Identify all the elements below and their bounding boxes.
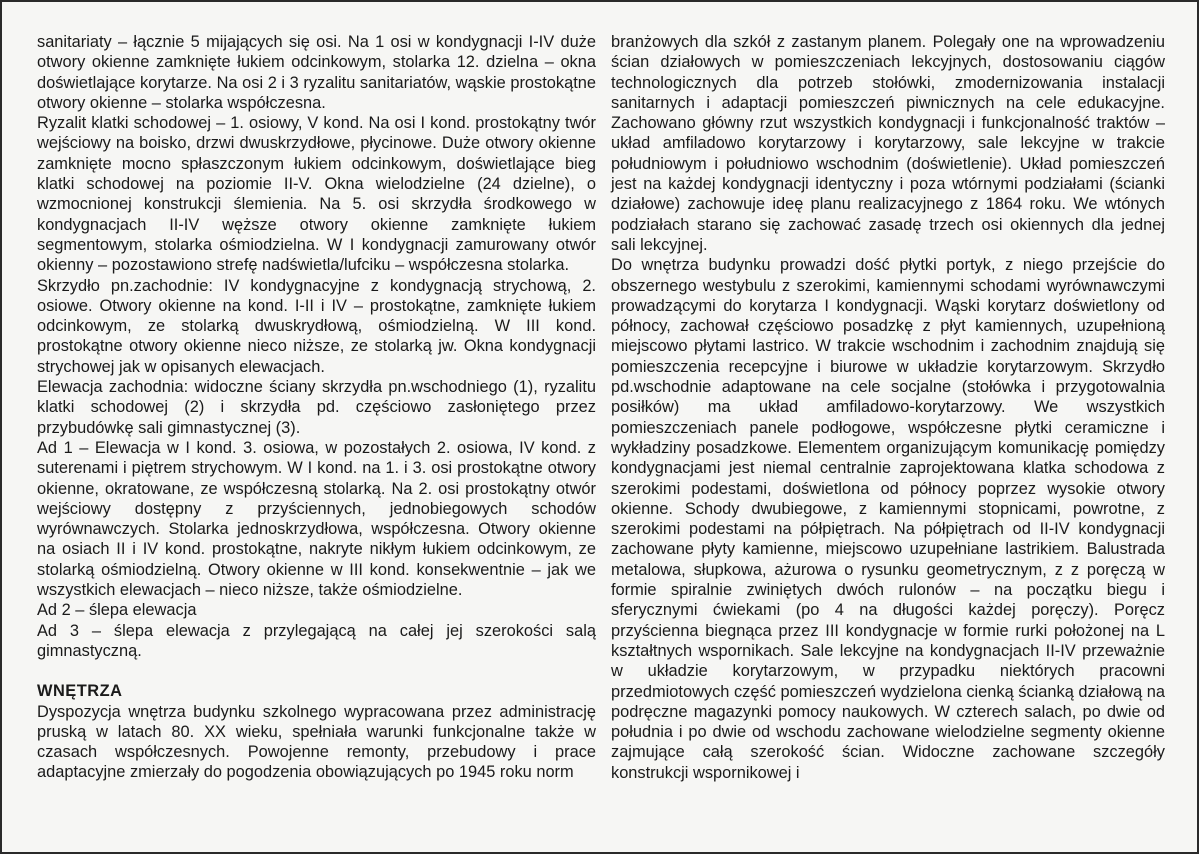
paragraph-ad-1: Ad 1 – Elewacja w I kond. 3. osiowa, w pozostałych 2. osiowa, IV kond. z suterenami i piętrem strychowym. W I kond. na 1. i 3. osi prostokątne otwory okienne, okratowane, ze współczesną stolarką. Na 2. osi prostokątny otwór wejściowy dostępny z przyściennych, jednobiegowych schodów wyrównawczych. Stolarka jednoskrzydłowa, współczesna. Otwory okienne na osiach II i IV kond. prostokątne, nakryte nikłym łukiem odcinkowym, ze stolarką ośmiodzielną. Otwory okienne w III kond. konsekwentnie – jak we wszystkich elewacjach – nieco niższe, także ośmiodzielne.: [37, 438, 596, 600]
paragraph-dyspozycja: Dyspozycja wnętrza budynku szkolnego wypracowana przez administrację pruską w latach 80. XX wieku, spełniała warunki funkcjonalne także w czasach współczesnych. Powojenne remonty, przebudowy i prace adaptacyjne zmierzały do pogodzenia obowiązujących po 1945 roku norm: [37, 702, 596, 782]
paragraph-do-wnetrza: Do wnętrza budynku prowadzi dość płytki portyk, z niego przejście do obszernego westybulu z szerokimi, kamiennymi schodami wyrównawczymi prowadzącymi do korytarza I kondygnacji. Wąski korytarz doświetlony od północy, zachował częściowo posadzkę z płyt kamiennych, uzupełnioną miejscowo płytami lastrico. W trakcie wschodnim i zachodnim znajdują się pomieszczenia recepcyjne i biurowe w układzie korytarzowym. Skrzydło pd.wschodnie adaptowane na cele socjalne (stołówka i przygotowalnia posiłków) ma układ amfiladowo-korytarzowy. We wszystkich pomieszczeniach panele podłogowe, współczesne płytki ceramiczne i wykładziny posadzkowe. Elementem organizującym komunikację pomiędzy kondygnacjami jest niemal centralnie zaprojektowana klatka schodowa z szerokimi podestami, doświetlona od północy poprzez wysokie otwory okienne. Schody dwubiegowe, z kamiennymi stopnicami, powrotne, z szerokimi podestami na półpiętrach. Na półpiętrach od II-IV kondygnacji zachowane płyty kamienne, miejscowo uzupełniane lastrikiem. Balustrada metalowa, słupkowa, ażurowa o rysunku geometrycznym, z z poręczą w formie spiralnie zwiniętych dwóch rulonów – na początku biegu i sferycznymi ćwiekami (po 4 na długości każdej poręczy). Poręcz przyścienna biegnąca przez III kondygnacje w formie rurki położonej na L kształtnych wspornikach. Sale lekcyjne na kondygnacjach II-IV przeważnie w układzie korytarzowym, w przypadku niektórych pracowni przedmiotowych część pomieszczeń wydzielona cienką ścianką działową na podręczne magazynki pomocy naukowych. W czterech salach, po dwie od południa i po dwie od wschodu zachowane wielodzielne segmenty okienne zajmujące całą szerokość ścian. Widoczne zachowane szczegóły konstrukcji wspornikowej i: [611, 256, 1165, 782]
right-column: [611, 32, 1165, 783]
paragraph-ad-3: Ad 3 – ślepa elewacja z przylegającą na całej jej szerokości salą gimnastyczną.: [37, 621, 596, 660]
left-column: [37, 32, 596, 783]
paragraph-elewacja-zachodnia: Elewacja zachodnia: widoczne ściany skrzydła pn.wschodniego (1), ryzalitu klatki schodowej (2) i skrzydła pd. częściowo zasłoniętego przez przybudówkę sali gimnastycznej (3).: [37, 378, 596, 437]
paragraph-sanitariaty: sanitariaty – łącznie 5 mijających się osi. Na 1 osi w kondygnacji I-IV duże otwory okienne zamknięte łukiem odcinkowym, stolarka 12. dzielna – okna doświetlające korytarze. Na osi 2 i 3 ryzalitu sanitariatów, wąskie prostokątne otwory okienne – stolarka współczesna.: [37, 33, 596, 112]
paragraph-skrzydlo-pn-zachodnie: Skrzydło pn.zachodnie: IV kondygnacyjne z kondygnacją strychową, 2. osiowe. Otwory okienne na kond. I-II i IV – prostokątne, zamknięte łukiem odcinkowym, ze stolarką dwuskrydłową, ośmiodzielną. W III kond. prostokątne otwory okienne nieco niższe, ze stolarką jw. Okna kondygnacji strychowej jak w opisanych elewacjach.: [37, 276, 596, 376]
paragraph-ryzalit-klatki: Ryzalit klatki schodowej – 1. osiowy, V kond. Na osi I kond. prostokątny twór wejściowy na boisko, drzwi dwuskrzydłowe, płycinowe. Duże otwory okienne zamknięte mocno spłaszczonym łukiem odcinkowym, doświetlające bieg klatki schodowej na poziomie II-V. Okna wielodzielne (24 dzielne), o wzmocnionej konstrukcji ślemienia. Na 5. osi skrzydła środkowego w kondygnacjach II-IV węższe otwory okienne zamknięte łukiem segmentowym, stolarka ośmiodzielna. W I kondygnacji zamurowany otwór okienny – pozostawiono strefę nadświetla/lufciku – współczesna stolarka.: [37, 114, 596, 275]
paragraph-branzowych: branżowych dla szkół z zastanym planem. Polegały one na wprowadzeniu ścian działowych w pomieszczeniach lekcyjnych, dostosowaniu ciągów technologicznych dla potrzeb stołówki, zmodernizowania instalacji sanitarnych i adaptacji pomieszczeń piwnicznych na cele edukacyjne. Zachowano główny rzut wszystkich kondygnacji i funkcjonalność traktów – układ amfiladowo korytarzowy i korytarzowy, sale lekcyjne w trakcie południowym i południowo wschodnim (doświetlenie). Układ pomieszczeń jest na każdej kondygnacji identyczny i poza wtórnymi podziałami (ścianki działowe) zachowuje ideę planu realizacyjnego z 1864 roku. We wtónych podziałach starano się zachować zasadę trzech osi okiennych dla jednej sali lekcyjnej.: [611, 33, 1165, 254]
paragraph-ad-2: Ad 2 – ślepa elewacja: [37, 601, 197, 620]
section-heading-wnetrza: WNĘTRZA: [37, 682, 123, 701]
